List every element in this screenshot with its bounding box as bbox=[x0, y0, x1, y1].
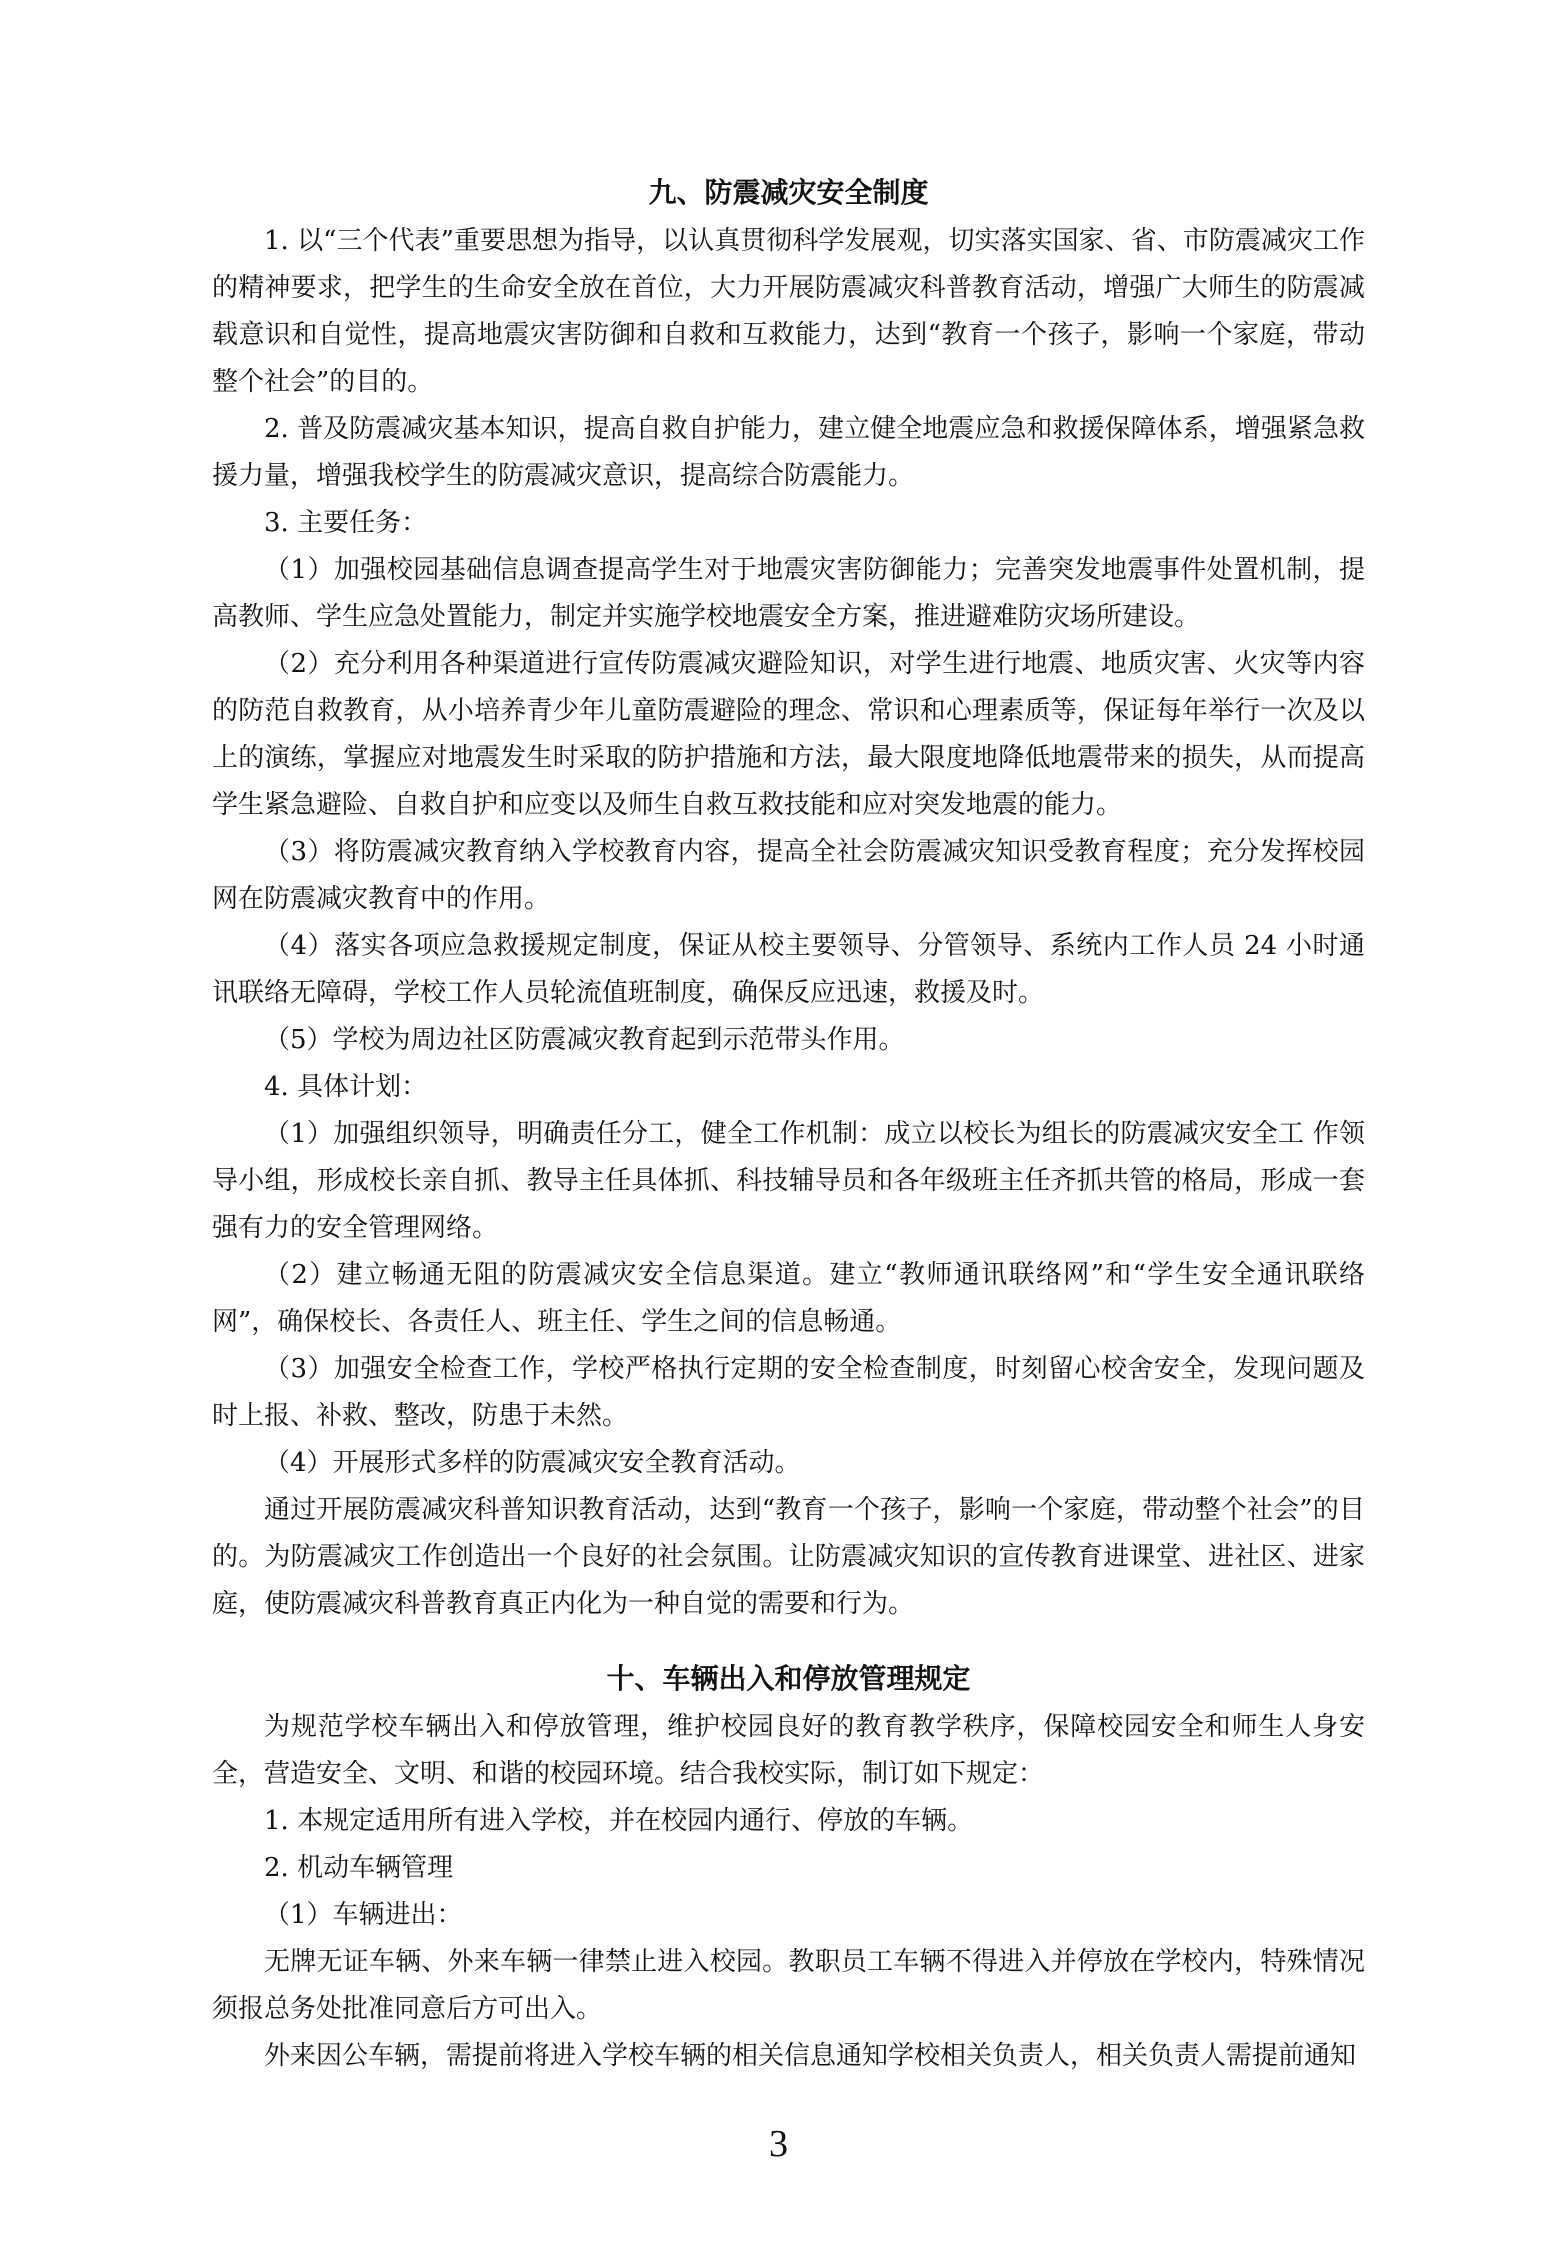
paragraph: （1）加强校园基础信息调查提高学生对于地震灾害防御能力；完善突发地震事件处置机制，提高教师、学生应急处置能力，制定并实施学校地震安全方案，推进避难防灾场所建设。 bbox=[212, 555, 1365, 632]
paragraph: 为规范学校车辆出入和停放管理，维护校园良好的教育教学秩序，保障校园安全和师生人身安全，营造安全、文明、和谐的校园环境。结合我校实际，制订如下规定： bbox=[212, 1712, 1365, 1789]
paragraph: 3. 主要任务： bbox=[264, 508, 428, 538]
paragraph: 外来因公车辆，需提前将进入学校车辆的相关信息通知学校相关负责人，相关负责人需提前通知 bbox=[264, 2041, 1357, 2071]
paragraph: 通过开展防震减灾科普知识教育活动，达到“教育一个孩子，影响一个家庭，带动整个社会”的目的。为防震减灾工作创造出一个良好的社会氛围。让防震减灾知识的宣传教育进课堂、进社区、进家庭，使防震减灾科普教育真正内化为一种自觉的需要和行为。 bbox=[212, 1495, 1365, 1619]
paragraph: （1）车辆进出： bbox=[264, 1900, 463, 1930]
page-number: 3 bbox=[769, 2123, 788, 2165]
paragraph: （4）开展形式多样的防震减灾安全教育活动。 bbox=[264, 1448, 801, 1478]
paragraph: 1. 本规定适用所有进入学校，并在校园内通行、停放的车辆。 bbox=[264, 1806, 974, 1836]
paragraph: （4）落实各项应急救援规定制度，保证从校主要领导、分管领导、系统内工作人员 24 小时通讯联络无障碍，学校工作人员轮流值班制度，确保反应迅速，救援及时。 bbox=[212, 931, 1365, 1008]
paragraph: 2. 机动车辆管理 bbox=[264, 1853, 454, 1883]
section-vehicle-management bbox=[212, 1656, 1365, 2080]
paragraph: （1）加强组织领导，明确责任分工，健全工作机制：成立以校长为组长的防震减灾安全工 作领导小组，形成校长亲自抓、教导主任具体抓、科技辅导员和各年级班主任齐抓共管的格局，形成一套强有力的安全管理网络。 bbox=[212, 1119, 1365, 1243]
section-earthquake-safety bbox=[212, 170, 1365, 1628]
paragraph: 2. 普及防震减灾基本知识，提高自救自护能力，建立健全地震应急和救援保障体系，增强紧急救援力量，增强我校学生的防震减灾意识，提高综合防震能力。 bbox=[212, 414, 1365, 491]
paragraph: （2）充分利用各种渠道进行宣传防震减灾避险知识，对学生进行地震、地质灾害、火灾等内容的防范自救教育，从小培养青少年儿童防震避险的理念、常识和心理素质等，保证每年举行一次及以上的演练，掌握应对地震发生时采取的防护措施和方法，最大限度地降低地震带来的损失，从而提高学生紧急避险、自救自护和应变以及师生自救互救技能和应对突发地震的能力。 bbox=[212, 649, 1365, 820]
paragraph: （5）学校为周边社区防震减灾教育起到示范带头作用。 bbox=[264, 1025, 905, 1055]
paragraph: 1. 以“三个代表”重要思想为指导，以认真贯彻科学发展观，切实落实国家、省、市防震减灾工作的精神要求，把学生的生命安全放在首位，大力开展防震减灾科普教育活动，增强广大师生的防震减载意识和自觉性，提高地震灾害防御和自救和互救能力，达到“教育一个孩子，影响一个家庭，带动整个社会”的目的。 bbox=[212, 226, 1365, 397]
section-title: 十、车辆出入和停放管理规定 bbox=[606, 1662, 971, 1695]
page-content bbox=[212, 170, 1365, 2080]
paragraph: （3）将防震减灾教育纳入学校教育内容，提高全社会防震减灾知识受教育程度；充分发挥校园网在防震减灾教育中的作用。 bbox=[212, 837, 1365, 914]
paragraph: （3）加强安全检查工作，学校严格执行定期的安全检查制度，时刻留心校舍安全，发现问题及时上报、补救、整改，防患于未然。 bbox=[212, 1354, 1365, 1431]
paragraph: （2）建立畅通无阻的防震减灾安全信息渠道。建立“教师通讯联络网”和“学生安全通讯联络网”，确保校长、各责任人、班主任、学生之间的信息畅通。 bbox=[212, 1260, 1365, 1337]
paragraph: 4. 具体计划： bbox=[264, 1072, 428, 1102]
paragraph: 无牌无证车辆、外来车辆一律禁止进入校园。教职员工车辆不得进入并停放在学校内，特殊情况须报总务处批准同意后方可出入。 bbox=[212, 1947, 1365, 2024]
section-title: 九、防震减灾安全制度 bbox=[648, 176, 929, 209]
